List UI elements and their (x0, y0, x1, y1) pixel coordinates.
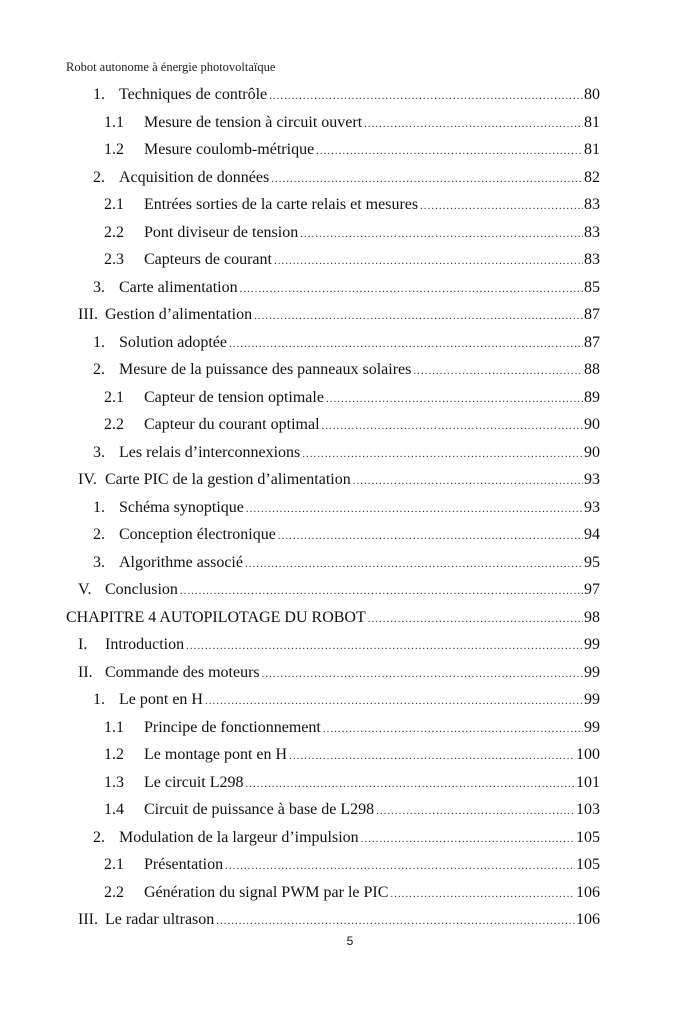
toc-entry-title: Présentation (144, 856, 224, 873)
toc-entry-page: 81 (584, 113, 600, 131)
dot-leader (316, 138, 583, 166)
toc-entry-number: 2. (93, 526, 105, 543)
toc-entry-page: 100 (576, 746, 600, 763)
toc-entry-title: Mesure coulomb-métrique (144, 141, 315, 158)
dot-leader (390, 881, 575, 909)
toc-entry-page: 95 (584, 553, 600, 571)
dot-leader (216, 908, 575, 936)
toc-entry-title: Le radar ultrason (105, 911, 215, 928)
toc-entry-number: 1. (93, 86, 105, 103)
toc-entry-number: III. (78, 911, 98, 928)
toc-entry-title: Gestion d’alimentation (105, 306, 253, 323)
toc-entry-title: Solution adoptée (119, 333, 227, 351)
toc-entry-page: 105 (576, 856, 600, 873)
toc-entry-number: 3. (93, 553, 105, 571)
toc-entry[interactable] (66, 246, 600, 274)
toc-entry-title: Conclusion (105, 581, 178, 598)
toc-entry-page: 94 (584, 526, 600, 543)
toc-entry[interactable] (66, 384, 600, 412)
toc-entry-title: Mesure de tension à circuit ouvert (144, 113, 363, 131)
dot-leader (225, 853, 575, 881)
toc-entry-page: 81 (584, 141, 600, 158)
toc-entry-title: Pont diviseur de tension (144, 223, 299, 241)
toc-entry-title: Mesure de la puissance des panneaux solaires (119, 361, 412, 378)
dot-leader (186, 633, 583, 661)
toc-entry[interactable] (66, 741, 600, 769)
toc-entry-number: 1.1 (104, 113, 124, 131)
dot-leader (180, 578, 583, 606)
toc-entry-page: 93 (584, 498, 600, 516)
toc-entry-page: 87 (584, 333, 600, 351)
toc-entry-number: 2. (93, 361, 105, 378)
toc-entry-title: CHAPITRE 4 AUTOPILOTAGE DU ROBOT (66, 608, 366, 626)
toc-entry-number: 1.3 (104, 773, 124, 791)
dot-leader (271, 166, 583, 194)
toc-entry-page: 99 (584, 636, 600, 653)
toc-entry-page: 99 (584, 718, 600, 736)
toc-entry-number: 3. (93, 278, 105, 296)
toc-entry[interactable] (66, 686, 600, 714)
dot-leader (322, 413, 583, 441)
toc-entry-page: 101 (576, 773, 600, 791)
toc-entry[interactable] (66, 219, 600, 247)
toc-entry[interactable] (66, 274, 600, 302)
dot-leader (274, 248, 583, 276)
dot-leader (246, 496, 583, 524)
toc-entry-title: Conception électronique (119, 526, 276, 543)
toc-entry-title: Techniques de contrôle (119, 86, 268, 103)
toc-entry-title: Carte alimentation (119, 278, 238, 296)
toc-entry-number: V. (78, 581, 92, 598)
toc-entry-page: 103 (576, 801, 600, 818)
toc-entry-number: 3. (93, 443, 105, 461)
toc-entry-title: Circuit de puissance à base de L298 (144, 801, 375, 818)
dot-leader (229, 331, 583, 359)
toc-entry-page: 99 (584, 691, 600, 708)
toc-entry-page: 90 (584, 443, 600, 461)
toc-entry-number: 2.2 (104, 223, 124, 241)
toc-entry[interactable] (66, 549, 600, 577)
dot-leader (302, 441, 583, 469)
toc-entry[interactable] (66, 356, 600, 384)
dot-leader (254, 303, 583, 331)
toc-entry[interactable] (66, 136, 600, 164)
toc-entry-title: Capteurs de courant (144, 251, 272, 268)
toc-entry[interactable] (66, 714, 600, 742)
toc-entry[interactable] (66, 659, 600, 687)
toc-entry-title: Le circuit L298 (144, 773, 244, 791)
dot-leader (420, 193, 583, 221)
table-of-contents (66, 81, 600, 934)
dot-leader (326, 386, 583, 414)
toc-entry-title: Le pont en H (119, 691, 203, 708)
dot-leader (246, 771, 575, 799)
toc-entry-number: III. (78, 306, 98, 323)
toc-entry[interactable] (66, 769, 600, 797)
toc-entry-title: Les relais d’interconnexions (119, 443, 301, 461)
toc-entry[interactable] (66, 879, 600, 907)
toc-entry[interactable] (66, 191, 600, 219)
toc-entry-number: 1.2 (104, 141, 124, 158)
toc-entry-title: Acquisition de données (119, 168, 270, 186)
dot-leader (205, 688, 583, 716)
dot-leader (413, 358, 583, 386)
toc-entry-title: Schéma synoptique (119, 498, 244, 516)
toc-entry-number: 1. (93, 691, 105, 708)
toc-entry-number: 2.2 (104, 883, 124, 901)
toc-entry-page: 106 (576, 883, 600, 901)
toc-entry-number: 2.1 (104, 196, 124, 213)
toc-entry-number: 2.1 (104, 856, 124, 873)
dot-leader (323, 716, 583, 744)
toc-entry[interactable] (66, 521, 600, 549)
toc-entry[interactable] (66, 81, 600, 109)
toc-entry-number: 2.3 (104, 251, 124, 268)
toc-entry[interactable] (66, 906, 600, 934)
toc-entry-page: 97 (584, 581, 600, 598)
toc-entry-page: 88 (584, 361, 600, 378)
toc-entry-number: I. (78, 636, 88, 653)
dot-leader (353, 468, 583, 496)
toc-entry-title: Commande des moteurs (105, 663, 260, 681)
toc-entry-title: Principe de fonctionnement (144, 718, 321, 736)
toc-entry-page: 98 (584, 608, 600, 626)
dot-leader (240, 276, 583, 304)
toc-entry[interactable] (66, 411, 600, 439)
toc-entry[interactable] (66, 824, 600, 852)
toc-entry[interactable] (66, 576, 600, 604)
toc-entry-page: 80 (584, 86, 600, 103)
toc-entry-page: 87 (584, 306, 600, 323)
toc-entry-number: 1.4 (104, 801, 124, 818)
toc-entry-title: Capteur du courant optimal (144, 416, 320, 433)
toc-entry-page: 83 (584, 223, 600, 241)
dot-leader (278, 523, 583, 551)
dot-leader (300, 221, 583, 249)
toc-entry-number: 1. (93, 333, 105, 351)
toc-entry-number: 1. (93, 498, 105, 516)
dot-leader (289, 743, 575, 771)
toc-entry-page: 93 (584, 471, 600, 488)
toc-entry[interactable] (66, 851, 600, 879)
toc-entry-page: 99 (584, 663, 600, 681)
dot-leader (245, 551, 583, 579)
toc-entry-number: 1.1 (104, 718, 124, 736)
page-number: 5 (346, 934, 354, 948)
toc-entry[interactable] (66, 164, 600, 192)
toc-entry-title: Entrées sorties de la carte relais et mesures (144, 196, 419, 213)
dot-leader (376, 798, 575, 826)
toc-entry-number: 2. (93, 828, 105, 846)
toc-entry-number: 2.2 (104, 416, 124, 433)
toc-entry-page: 82 (584, 168, 600, 186)
toc-entry[interactable] (66, 494, 600, 522)
toc-entry-page: 85 (584, 278, 600, 296)
toc-entry-page: 106 (576, 911, 600, 928)
toc-entry[interactable] (66, 466, 600, 494)
toc-entry-page: 105 (576, 828, 600, 846)
toc-entry-title: Introduction (105, 636, 185, 653)
toc-entry-title: Génération du signal PWM par le PIC (144, 883, 389, 901)
toc-entry-title: Carte PIC de la gestion d’alimentation (105, 471, 351, 488)
toc-entry[interactable] (66, 329, 600, 357)
toc-entry-number: 2.1 (104, 388, 124, 406)
dot-leader (368, 606, 583, 634)
toc-entry[interactable] (66, 796, 600, 824)
running-header: Robot autonome à énergie photovoltaïque (66, 60, 276, 74)
toc-entry-page: 89 (584, 388, 600, 406)
toc-entry-page: 90 (584, 416, 600, 433)
toc-entry-number: IV. (78, 471, 97, 488)
toc-entry-title: Algorithme associé (119, 553, 243, 571)
toc-entry-title: Capteur de tension optimale (144, 388, 324, 406)
toc-entry[interactable] (66, 301, 600, 329)
toc-entry-number: 2. (93, 168, 105, 186)
toc-entry[interactable] (66, 631, 600, 659)
dot-leader (361, 826, 575, 854)
toc-entry[interactable] (66, 109, 600, 137)
toc-entry-number: 1.2 (104, 746, 124, 763)
dot-leader (262, 661, 583, 689)
dot-leader (364, 111, 583, 139)
toc-entry[interactable] (66, 439, 600, 467)
toc-entry[interactable] (66, 604, 600, 632)
toc-entry-number: II. (78, 663, 93, 681)
toc-entry-title: Modulation de la largeur d’impulsion (119, 828, 359, 846)
toc-entry-page: 83 (584, 196, 600, 213)
dot-leader (269, 83, 583, 111)
toc-entry-title: Le montage pont en H (144, 746, 288, 763)
toc-entry-page: 83 (584, 251, 600, 268)
